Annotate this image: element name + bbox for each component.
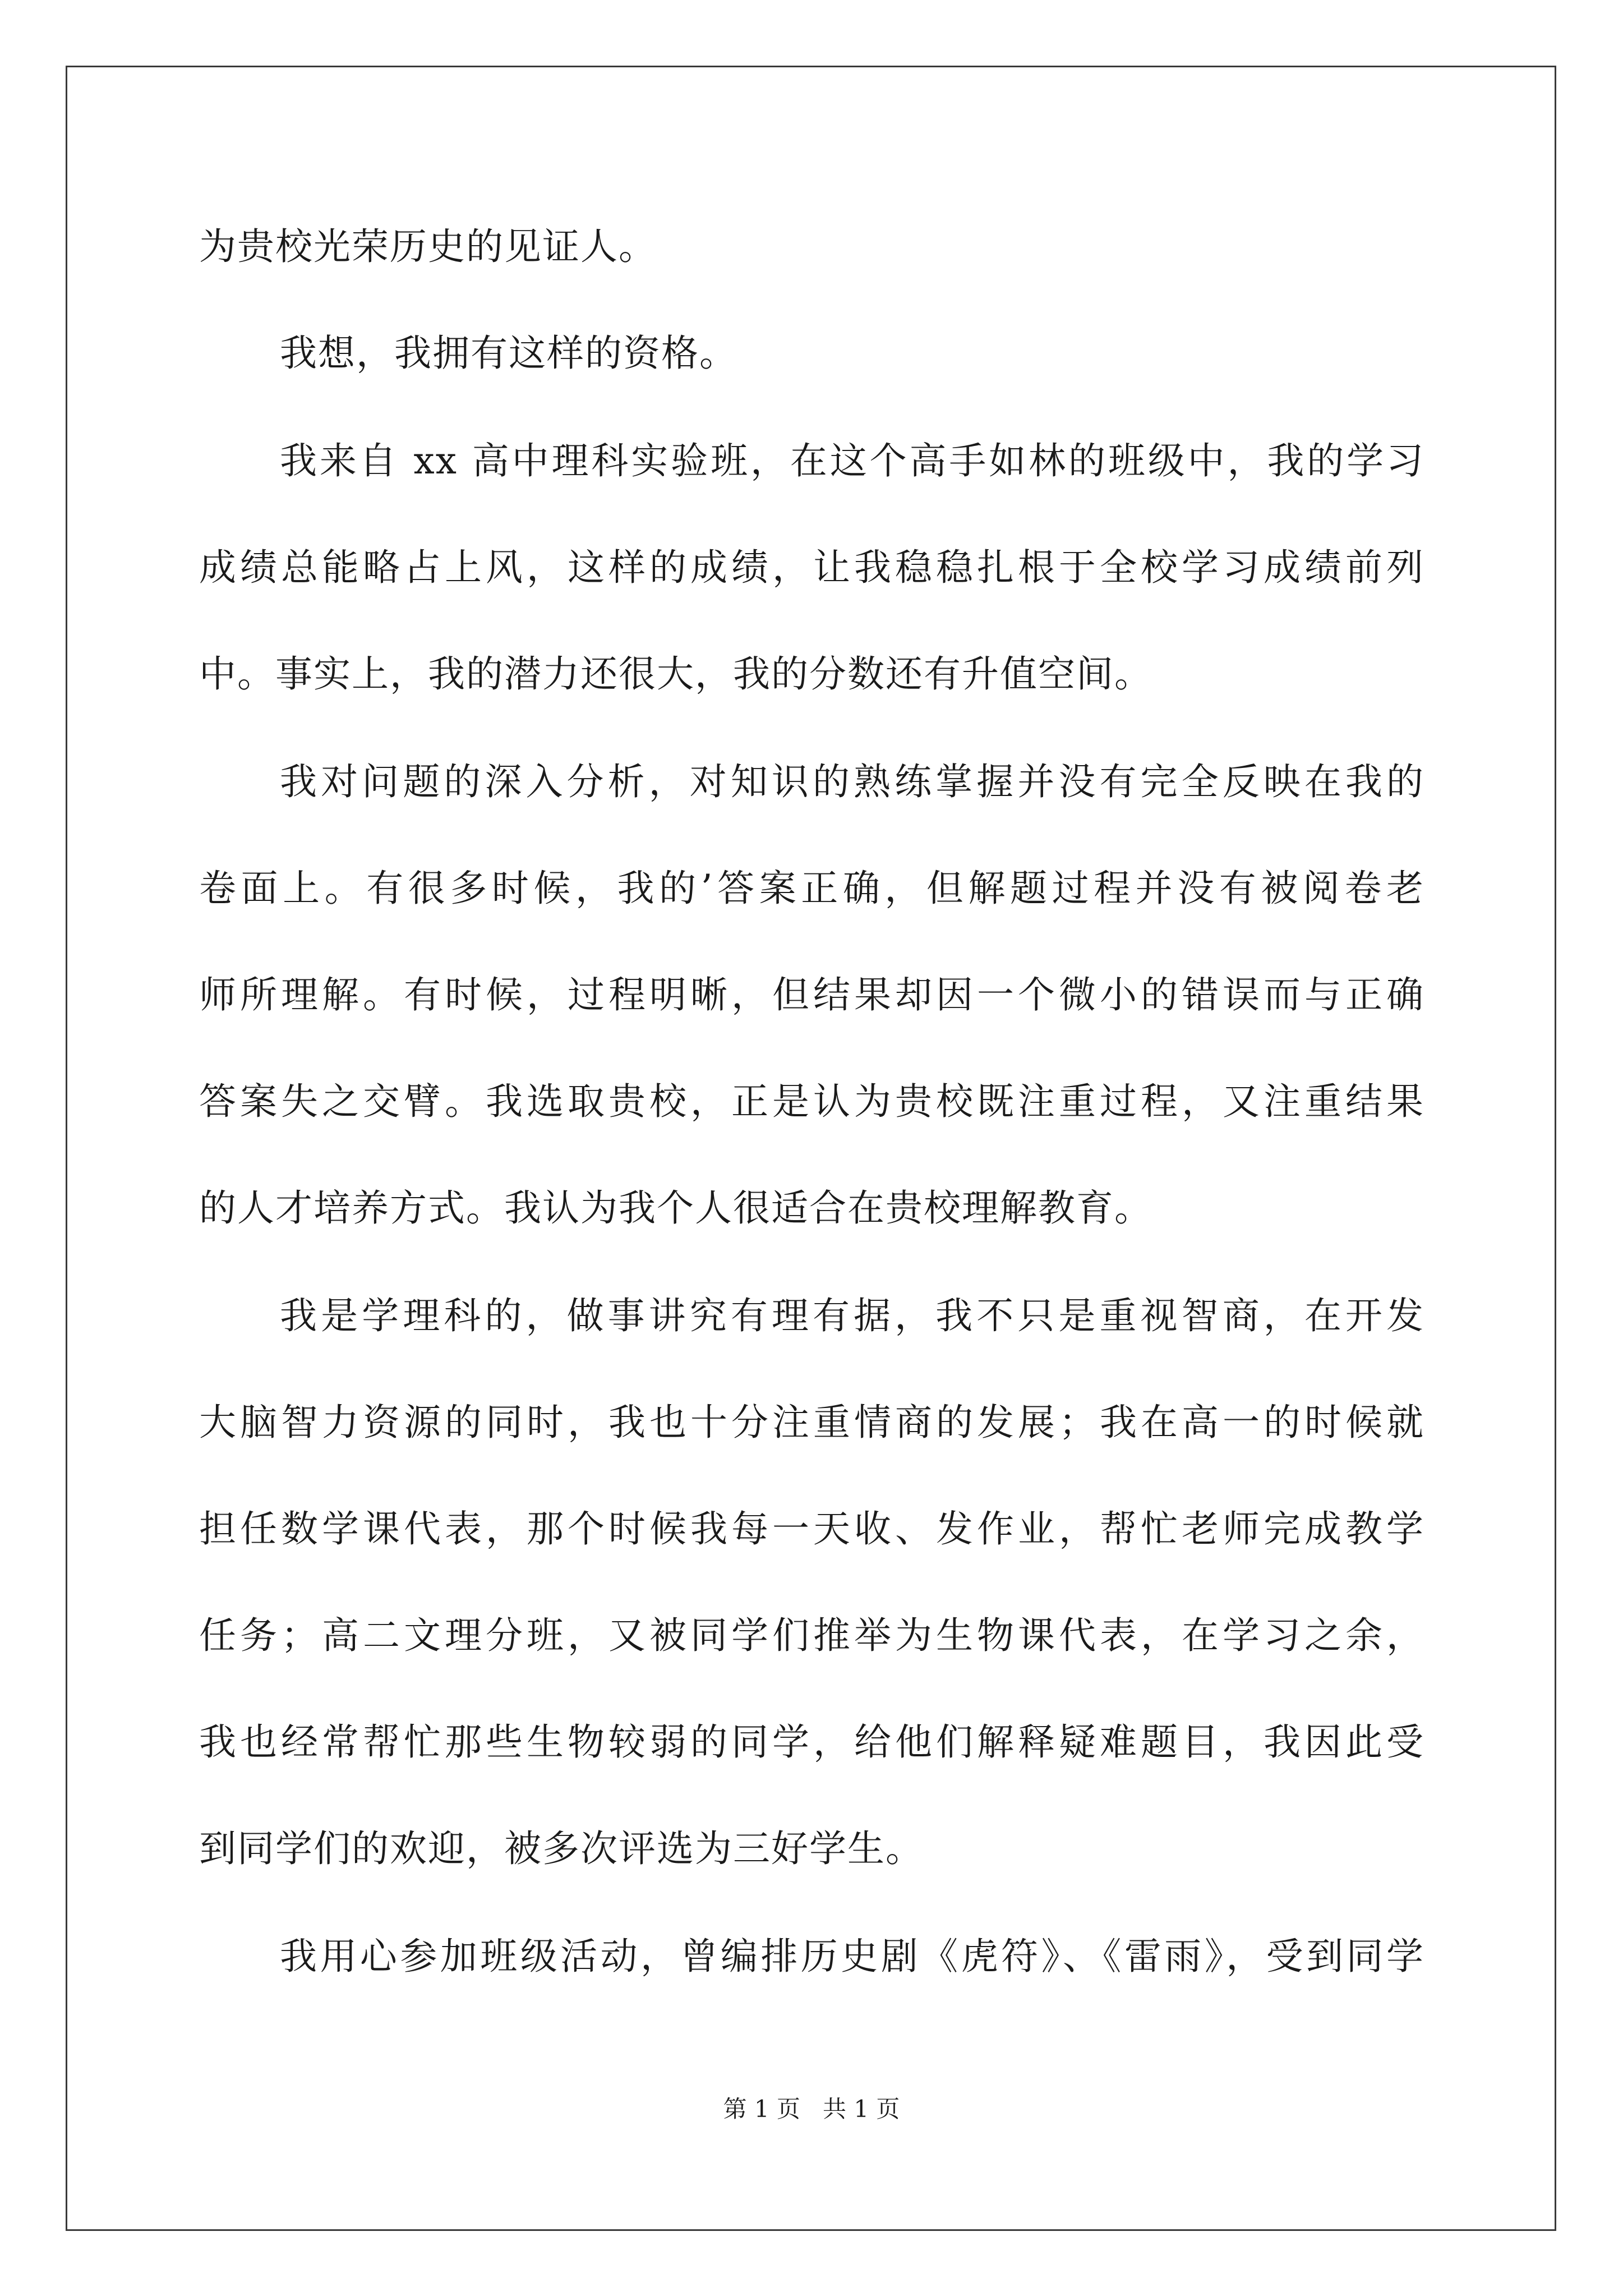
text-line: 师所理解。有时候，过程明晰，但结果却因一个微小的错误而与正确 [199, 973, 1424, 1016]
text-line: 为贵校光荣历史的见证人。 [199, 225, 657, 268]
text-line: 大脑智力资源的同时，我也十分注重情商的发展；我在高一的时候就 [199, 1401, 1424, 1444]
text-line: 成绩总能略占上风，这样的成绩，让我稳稳扎根于全校学习成绩前列 [199, 546, 1424, 589]
text-line: 中。事实上，我的潜力还很大，我的分数还有升值空间。 [199, 652, 1152, 696]
text-line: 卷面上。有很多时候，我的’答案正确，但解题过程并没有被阅卷老 [199, 867, 1424, 910]
page-border [66, 66, 1556, 2231]
page-number: 第 1 页 [723, 2095, 800, 2123]
text-line: 任务；高二文理分班，又被同学们推举为生物课代表，在学习之余， [199, 1614, 1424, 1657]
text-line: 担任数学课代表，那个时候我每一天收、发作业，帮忙老师完成教学 [199, 1507, 1424, 1550]
text-line: 的人才培养方式。我认为我个人很适合在贵校理解教育。 [199, 1186, 1152, 1230]
text-line: 答案失之交臂。我选取贵校，正是认为贵校既注重过程，又注重结果 [199, 1080, 1424, 1123]
page-footer [0, 2092, 1623, 2126]
text-line: 我想，我拥有这样的资格。 [280, 332, 737, 375]
page-total: 共 1 页 [823, 2095, 900, 2123]
text-line: 到同学们的欢迎，被多次评选为三好学生。 [199, 1827, 924, 1870]
text-line: 我来自 xx 高中理科实验班，在这个高手如林的班级中，我的学习 [280, 439, 1424, 482]
text-line: 我也经常帮忙那些生物较弱的同学，给他们解释疑难题目，我因此受 [199, 1720, 1424, 1764]
text-line: 我是学理科的，做事讲究有理有据，我不只是重视智商，在开发 [280, 1294, 1424, 1337]
text-line: 我用心参加班级活动，曾编排历史剧《虎符》、《雷雨》，受到同学 [280, 1935, 1424, 1978]
text-line: 我对问题的深入分析，对知识的熟练掌握并没有完全反映在我的 [280, 760, 1424, 803]
